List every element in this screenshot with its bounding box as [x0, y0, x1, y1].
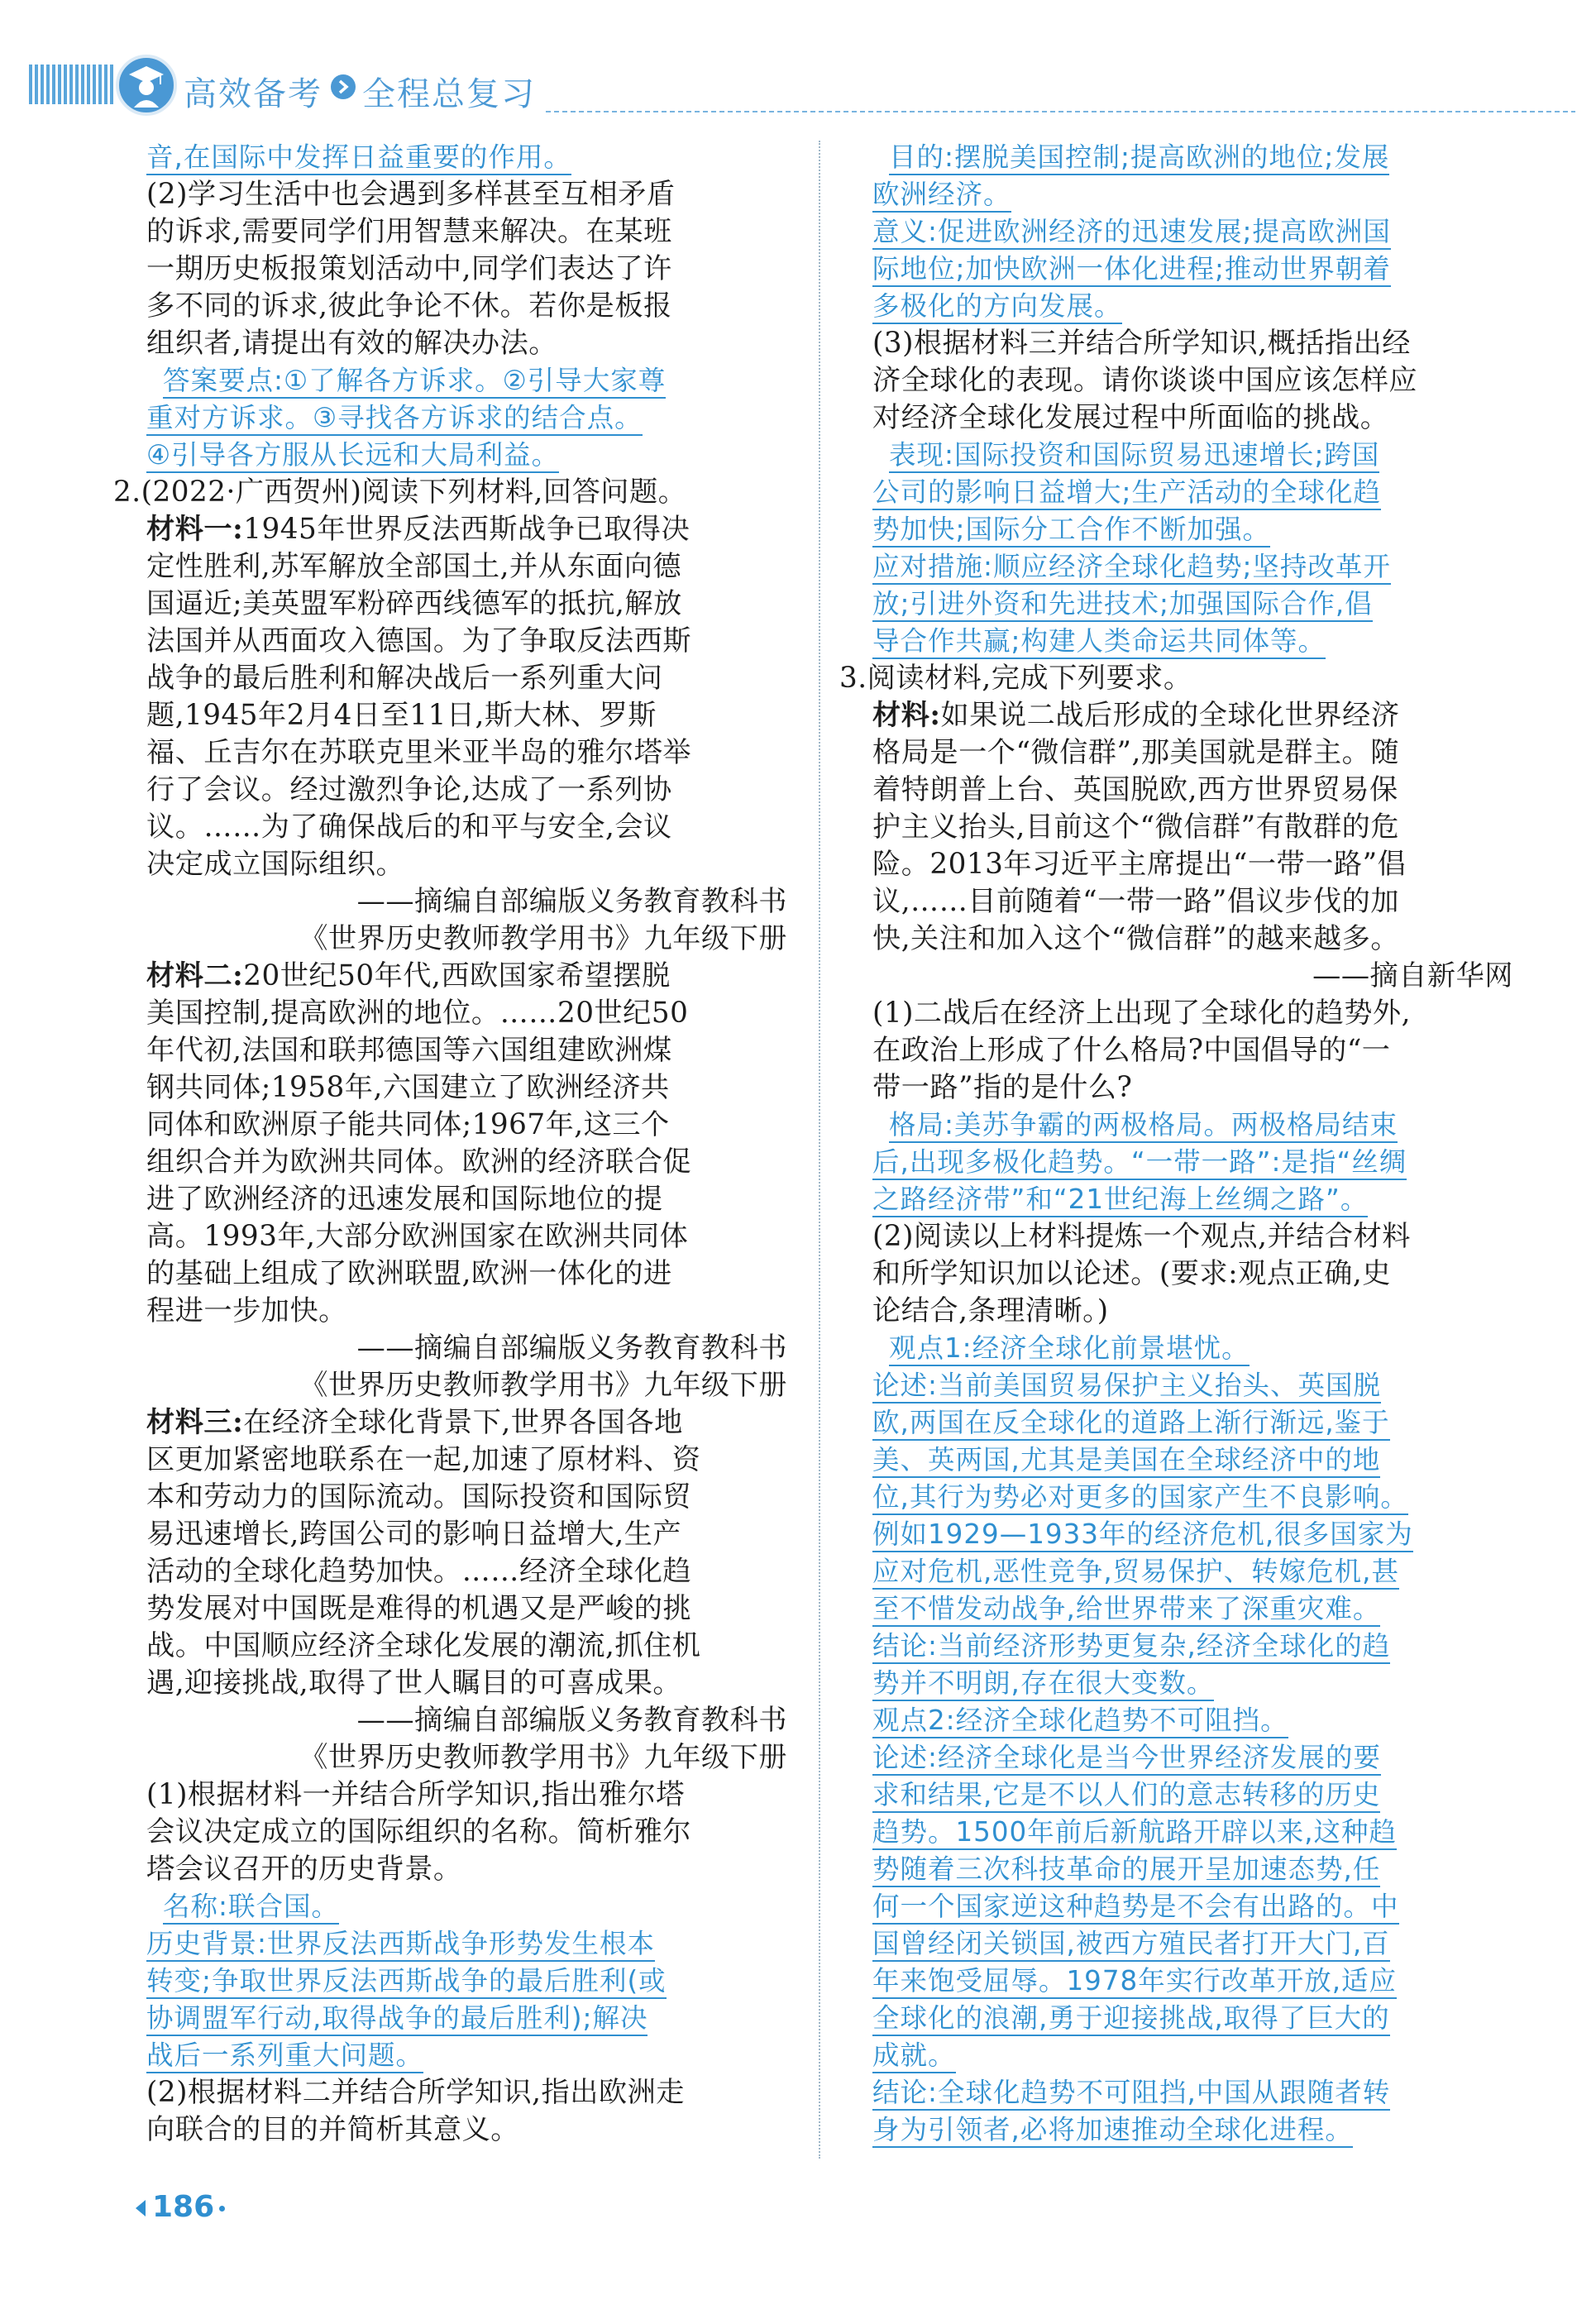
- answer-line: 全球化的浪潮,勇于迎接挑战,取得了巨大的: [872, 2000, 1513, 2037]
- answer-line: 历史背景:世界反法西斯战争形势发生根本: [146, 1925, 787, 1963]
- material-text: 福、丘吉尔在苏联克里米亚半岛的雅尔塔举: [146, 736, 692, 769]
- question-text: 塔会议召开的历史背景。: [146, 1853, 462, 1886]
- material-text: 国逼近;美英盟军粉碎西线德军的抵抗,解放: [146, 587, 682, 620]
- answer-line: 势加快;国际分工合作不断加强。: [872, 511, 1513, 548]
- question-text: 多不同的诉求,彼此争论不休。若你是板报: [146, 289, 672, 323]
- material-text: 的基础上组成了欧洲联盟,欧洲一体化的进: [146, 1257, 672, 1290]
- page-header: [0, 0, 1596, 124]
- answer-line: 年来饱受屈辱。1978年实行改革开放,适应: [872, 1963, 1513, 2000]
- question-title: 2.(2022·广西贺州)阅读下列材料,回答问题。: [113, 476, 687, 509]
- material-text: 高。1993年,大部分欧洲国家在欧洲共同体: [146, 1220, 689, 1253]
- answer-line: 美、英两国,尤其是美国在全球经济中的地: [872, 1442, 1513, 1479]
- material-text: 定性胜利,苏军解放全部国土,并从东面向德: [146, 550, 682, 583]
- material-text: 快,关注和加入这个“微信群”的越来越多。: [872, 922, 1400, 955]
- answer-line: 际地位;加快欧洲一体化进程;推动世界朝着: [872, 251, 1513, 288]
- header-title: 高效备考: [184, 75, 323, 113]
- source-citation: ——摘编自部编版义务教育教科书: [356, 1332, 787, 1365]
- material-text: 组织合并为欧洲共同体。欧洲的经济联合促: [146, 1145, 692, 1179]
- material-text: 易迅速增长,跨国公司的影响日益增大,生产: [146, 1518, 682, 1551]
- question-text: 和所学知识加以论述。(要求:观点正确,史: [872, 1257, 1391, 1290]
- question-text: (2)学习生活中也会遇到多样甚至互相矛盾: [146, 178, 676, 211]
- answer-line: 意义:促进欧洲经济的迅速发展;提高欧洲国: [872, 213, 1513, 251]
- material-text: 决定成立国际组织。: [146, 848, 405, 881]
- answer-line: 势并不明朗,存在很大变数。: [872, 1665, 1513, 1702]
- material-text: 遇,迎接挑战,取得了世人瞩目的可喜成果。: [146, 1666, 682, 1700]
- material-text: 进了欧洲经济的迅速发展和国际地位的提: [146, 1183, 663, 1216]
- material-text: 钢共同体;1958年,六国建立了欧洲经济共: [146, 1071, 670, 1104]
- material-label: 材料一:: [146, 513, 244, 546]
- material-label: 材料二:: [146, 959, 244, 992]
- question-text: 论结合,条理清晰。): [872, 1294, 1109, 1327]
- answer-line: 何一个国家逆这种趋势是不会有出路的。中: [872, 1888, 1513, 1925]
- question-text: (1)根据材料一并结合所学知识,指出雅尔塔: [146, 1778, 685, 1811]
- source-citation: ——摘编自部编版义务教育教科书: [356, 1704, 787, 1737]
- triangle-left-icon: [136, 2200, 146, 2216]
- answer-line: 战后一系列重大问题。: [146, 2037, 787, 2074]
- material-label: 材料:: [872, 699, 941, 732]
- material-text: 材料二:20世纪50年代,西欧国家希望摆脱: [146, 959, 671, 992]
- left-column: [113, 139, 787, 2149]
- source-citation: 《世界历史教师教学用书》九年级下册: [299, 1741, 787, 1774]
- answer-line: 欧洲经济。: [872, 176, 1513, 213]
- question-text: 在政治上形成了什么格局?中国倡导的“一: [872, 1034, 1391, 1067]
- answer-line: 结论:全球化趋势不可阻挡,中国从跟随者转: [872, 2074, 1513, 2111]
- material-text: 活动的全球化趋势加快。……经济全球化趋: [146, 1555, 692, 1588]
- source-citation: 《世界历史教师教学用书》九年级下册: [299, 1369, 787, 1402]
- column-divider: [819, 141, 820, 2159]
- answer-line: 格局:美苏争霸的两极格局。两极格局结束: [872, 1107, 1513, 1144]
- answer-line: 音,在国际中发挥日益重要的作用。: [146, 139, 787, 176]
- answer-line: 转变;争取世界反法西斯战争的最后胜利(或: [146, 1963, 787, 2000]
- material-text: 程进一步加快。: [146, 1294, 347, 1327]
- question-text: 带一路”指的是什么?: [872, 1071, 1133, 1104]
- question-text: 组织者,请提出有效的解决办法。: [146, 327, 557, 360]
- answer-line: 后,出现多极化趋势。“一带一路”:是指“丝绸: [872, 1144, 1513, 1181]
- answer-line: 导合作共赢;构建人类命运共同体等。: [872, 623, 1513, 660]
- answer-line: 论述:经济全球化是当今世界经济发展的要: [872, 1739, 1513, 1776]
- answer-line: 放;引进外资和先进技术;加强国际合作,倡: [872, 586, 1513, 623]
- answer-line: 国曾经闭关锁国,被西方殖民者打开大门,百: [872, 1925, 1513, 1963]
- material-text: 美国控制,提高欧洲的地位。……20世纪50: [146, 997, 689, 1030]
- material-text: 材料三:在经济全球化背景下,世界各国各地: [146, 1406, 683, 1439]
- material-text: 行了会议。经过激烈争论,达成了一系列协: [146, 773, 672, 806]
- material-text: 险。2013年习近平主席提出“一带一路”倡: [872, 848, 1407, 881]
- question-text: 向联合的目的并简析其意义。: [146, 2113, 519, 2146]
- chevron-right-icon: [331, 74, 356, 99]
- dot-icon: [219, 2206, 225, 2212]
- source-citation: ——摘自新华网: [1312, 959, 1513, 992]
- answer-line: 多极化的方向发展。: [872, 288, 1513, 325]
- answer-line: 欧,两国在反全球化的道路上渐行渐远,鉴于: [872, 1404, 1513, 1442]
- header-dashed-line: [546, 111, 1575, 112]
- material-text: 护主义抬头,目前这个“微信群”有散群的危: [872, 811, 1400, 844]
- answer-line: 论述:当前美国贸易保护主义抬头、英国脱: [872, 1367, 1513, 1404]
- answer-line: 协调盟军行动,取得战争的最后胜利);解决: [146, 2000, 787, 2037]
- question-text: 会议决定成立的国际组织的名称。简析雅尔: [146, 1815, 692, 1848]
- answer-line: 观点2:经济全球化趋势不可阻挡。: [872, 1702, 1513, 1739]
- material-text: 同体和欧洲原子能共同体;1967年,这三个: [146, 1108, 670, 1141]
- material-text: 本和劳动力的国际流动。国际投资和国际贸: [146, 1480, 692, 1513]
- source-citation: ——摘编自部编版义务教育教科书: [356, 885, 787, 918]
- answer-line: 趋势。1500年前后新航路开辟以来,这种趋: [872, 1814, 1513, 1851]
- answer-line: 答案要点:①了解各方诉求。②引导大家尊: [146, 362, 787, 399]
- answer-line: 表现:国际投资和国际贸易迅速增长;跨国: [872, 437, 1513, 474]
- answer-line: 位,其行为势必对更多的国家产生不良影响。: [872, 1479, 1513, 1516]
- material-text: 区更加紧密地联系在一起,加速了原材料、资: [146, 1443, 701, 1476]
- right-column: [839, 139, 1513, 2149]
- question-text: (2)根据材料二并结合所学知识,指出欧洲走: [146, 2076, 685, 2109]
- material-label: 材料三:: [146, 1406, 244, 1439]
- material-text: 年代初,法国和联邦德国等六国组建欧洲煤: [146, 1034, 672, 1067]
- material-text: 法国并从西面攻入德国。为了争取反法西斯: [146, 624, 692, 658]
- material-text: 格局是一个“微信群”,那美国就是群主。随: [872, 736, 1400, 769]
- answer-line: ④引导各方服从长远和大局利益。: [146, 437, 787, 474]
- header-stripe-bar: [29, 65, 116, 104]
- material-text: 战。中国顺应经济全球化发展的潮流,抓住机: [146, 1629, 701, 1662]
- question-text: (1)二战后在经济上出现了全球化的趋势外,: [872, 997, 1411, 1030]
- answer-line: 观点1:经济全球化前景堪忧。: [872, 1330, 1513, 1367]
- answer-line: 重对方诉求。③寻找各方诉求的结合点。: [146, 399, 787, 437]
- question-title: 3.阅读材料,完成下列要求。: [839, 662, 1192, 695]
- header-subtitle: 全程总复习: [362, 75, 536, 113]
- material-text: 战争的最后胜利和解决战后一系列重大问: [146, 662, 663, 695]
- material-text: 材料一:1945年世界反法西斯战争已取得决: [146, 513, 690, 546]
- question-text: 济全球化的表现。请你谈谈中国应该怎样应: [872, 364, 1418, 397]
- answer-line: 势随着三次科技革命的展开呈加速态势,任: [872, 1851, 1513, 1888]
- material-text: 材料:如果说二战后形成的全球化世界经济: [872, 699, 1400, 732]
- page-footer: [136, 2190, 225, 2224]
- question-text: 一期历史板报策划活动中,同学们表达了许: [146, 252, 672, 285]
- graduate-logo-icon: [116, 55, 177, 116]
- question-text: (2)阅读以上材料提炼一个观点,并结合材料: [872, 1220, 1411, 1253]
- material-text: 题,1945年2月4日至11日,斯大林、罗斯: [146, 699, 657, 732]
- answer-line: 名称:联合国。: [146, 1888, 787, 1925]
- answer-line: 公司的影响日益增大;生产活动的全球化趋: [872, 474, 1513, 511]
- answer-line: 至不惜发动战争,给世界带来了深重灾难。: [872, 1590, 1513, 1628]
- question-text: 对经济全球化发展过程中所面临的挑战。: [872, 401, 1389, 434]
- question-text: 的诉求,需要同学们用智慧来解决。在某班: [146, 215, 672, 248]
- material-text: 议,……目前随着“一带一路”倡议步伐的加: [872, 885, 1400, 918]
- question-text: (3)根据材料三并结合所学知识,概括指出经: [872, 327, 1411, 360]
- answer-line: 成就。: [872, 2037, 1513, 2074]
- page-number: 186: [152, 2190, 215, 2224]
- answer-line: 求和结果,它是不以人们的意志转移的历史: [872, 1776, 1513, 1814]
- answer-line: 应对危机,恶性竞争,贸易保护、转嫁危机,甚: [872, 1553, 1513, 1590]
- material-text: 议。……为了确保战后的和平与安全,会议: [146, 811, 672, 844]
- material-text: 着特朗普上台、英国脱欧,西方世界贸易保: [872, 773, 1398, 806]
- answer-line: 之路经济带”和“21世纪海上丝绸之路”。: [872, 1181, 1513, 1218]
- answer-line: 例如1929—1933年的经济危机,很多国家为: [872, 1516, 1513, 1553]
- source-citation: 《世界历史教师教学用书》九年级下册: [299, 922, 787, 955]
- material-text: 势发展对中国既是难得的机遇又是严峻的挑: [146, 1592, 692, 1625]
- answer-line: 结论:当前经济形势更复杂,经济全球化的趋: [872, 1628, 1513, 1665]
- answer-line: 目的:摆脱美国控制;提高欧洲的地位;发展: [872, 139, 1513, 176]
- answer-line: 应对措施:顺应经济全球化趋势;坚持改革开: [872, 548, 1513, 586]
- answer-line: 身为引领者,必将加速推动全球化进程。: [872, 2111, 1513, 2149]
